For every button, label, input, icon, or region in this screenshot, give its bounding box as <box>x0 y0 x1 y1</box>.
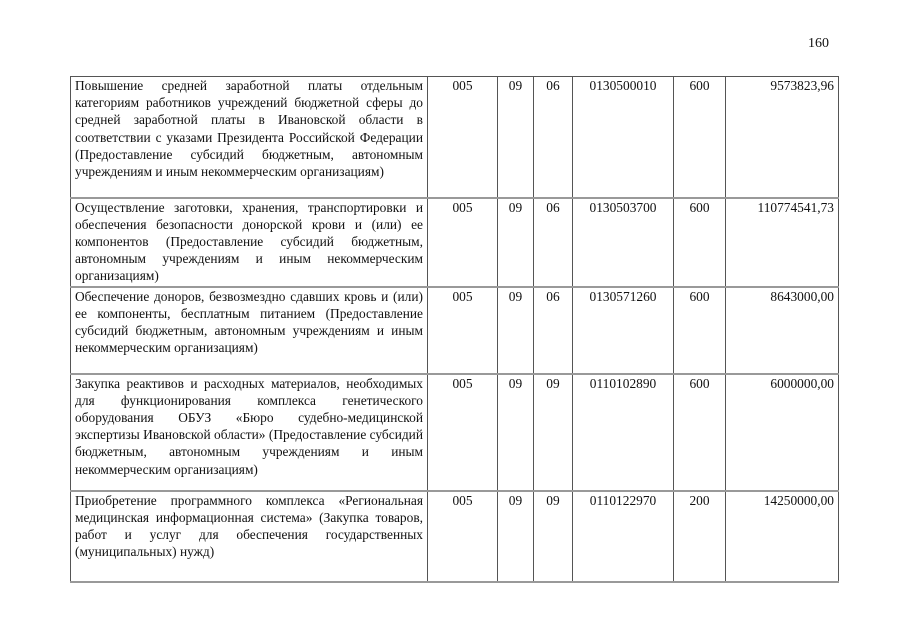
table-row <box>71 374 839 491</box>
budget-table <box>70 76 839 583</box>
row-description: Повышение средней заработной платы отдельным категориям работников учреждений бюджетной сферы до средней заработной платы в Ивановской области в соответствии с указами Президента Российской Федерации (Предоставление субсидий бюджетным, автономным учреждениям и иным некоммерческим организациям) <box>71 77 428 198</box>
expense-type-code: 600 <box>674 287 726 374</box>
ministry-code: 005 <box>428 198 498 287</box>
expense-type-code: 600 <box>674 374 726 491</box>
row-description: Обеспечение доноров, безвозмездно сдавших кровь и (или) ее компоненты, бесплатным питанием (Предоставление субсидий бюджетным, автономным учреждениям и иным некоммерческим организациям) <box>71 287 428 374</box>
row-description: Осуществление заготовки, хранения, транспортировки и обеспечения безопасности донорской крови и (или) ее компонентов (Предоставление субсидий бюджетным, автономным учреждениям и иным некоммерческим организациям) <box>71 198 428 287</box>
ministry-code: 005 <box>428 77 498 198</box>
expense-type-code: 600 <box>674 198 726 287</box>
amount: 14250000,00 <box>726 491 839 582</box>
section-code: 09 <box>498 77 534 198</box>
subsection-code: 06 <box>534 287 573 374</box>
expense-type-code: 200 <box>674 491 726 582</box>
target-article-code: 0130503700 <box>573 198 674 287</box>
row-description: Закупка реактивов и расходных материалов, необходимых для функционирования комплекса генетического оборудования ОБУЗ «Бюро судебно-медицинской экспертизы Ивановской области» (Предоставление субсидий бюджетным, автономным учреждениям и иным некоммерческим организациям) <box>71 374 428 491</box>
row-description: Приобретение программного комплекса «Региональная медицинская информационная система» (Закупка товаров, работ и услуг для обеспечения государственных (муниципальных) нужд) <box>71 491 428 582</box>
page-number: 160 <box>808 36 829 51</box>
target-article-code: 0110122970 <box>573 491 674 582</box>
target-article-code: 0130500010 <box>573 77 674 198</box>
ministry-code: 005 <box>428 491 498 582</box>
expense-type-code: 600 <box>674 77 726 198</box>
section-code: 09 <box>498 198 534 287</box>
subsection-code: 09 <box>534 374 573 491</box>
subsection-code: 06 <box>534 77 573 198</box>
target-article-code: 0110102890 <box>573 374 674 491</box>
amount: 9573823,96 <box>726 77 839 198</box>
table-row <box>71 77 839 198</box>
table-row <box>71 287 839 374</box>
section-code: 09 <box>498 287 534 374</box>
section-code: 09 <box>498 374 534 491</box>
amount: 110774541,73 <box>726 198 839 287</box>
table-row <box>71 198 839 287</box>
target-article-code: 0130571260 <box>573 287 674 374</box>
section-code: 09 <box>498 491 534 582</box>
ministry-code: 005 <box>428 374 498 491</box>
ministry-code: 005 <box>428 287 498 374</box>
subsection-code: 09 <box>534 491 573 582</box>
amount: 6000000,00 <box>726 374 839 491</box>
subsection-code: 06 <box>534 198 573 287</box>
table-row <box>71 491 839 582</box>
amount: 8643000,00 <box>726 287 839 374</box>
